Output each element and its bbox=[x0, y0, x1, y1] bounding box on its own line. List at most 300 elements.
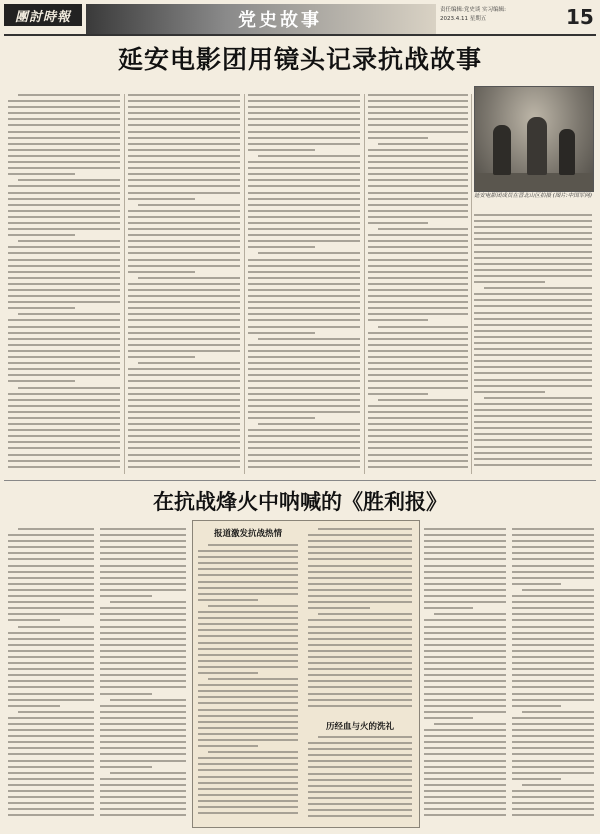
text-line bbox=[248, 289, 360, 291]
text-line bbox=[128, 399, 240, 401]
text-line bbox=[368, 411, 468, 413]
text-line bbox=[368, 252, 468, 254]
text-line bbox=[368, 222, 428, 224]
page-number: 15 bbox=[566, 5, 594, 29]
text-line bbox=[424, 540, 506, 542]
text-line bbox=[474, 372, 592, 374]
text-line bbox=[8, 802, 94, 804]
text-line bbox=[424, 607, 473, 609]
text-line bbox=[128, 94, 240, 96]
text-line bbox=[512, 686, 594, 688]
text-line bbox=[8, 735, 94, 737]
text-line bbox=[308, 601, 412, 603]
text-line bbox=[8, 356, 120, 358]
text-line bbox=[522, 784, 594, 786]
text-line bbox=[198, 611, 298, 613]
text-line bbox=[512, 717, 594, 719]
text-line bbox=[198, 702, 298, 704]
text-line bbox=[512, 741, 594, 743]
text-line bbox=[100, 741, 186, 743]
text-line bbox=[368, 167, 468, 169]
text-line bbox=[474, 263, 592, 265]
text-line bbox=[368, 173, 468, 175]
text-line bbox=[100, 528, 186, 530]
text-line bbox=[128, 155, 240, 157]
text-line bbox=[368, 380, 468, 382]
text-line bbox=[248, 118, 360, 120]
box-heading-2: 历经血与火的洗礼 bbox=[325, 722, 394, 732]
text-line bbox=[368, 460, 468, 462]
text-line bbox=[208, 678, 298, 680]
text-line bbox=[248, 466, 360, 468]
text-line bbox=[8, 118, 120, 120]
text-line bbox=[474, 305, 592, 307]
text-line bbox=[424, 796, 506, 798]
text-line bbox=[100, 656, 186, 658]
text-line bbox=[368, 350, 468, 352]
text-line bbox=[248, 344, 360, 346]
text-line bbox=[512, 814, 594, 816]
text-line bbox=[248, 167, 360, 169]
text-line bbox=[18, 387, 120, 389]
text-line bbox=[248, 124, 360, 126]
text-line bbox=[474, 464, 592, 466]
text-line bbox=[424, 778, 506, 780]
text-line bbox=[368, 112, 468, 114]
text-line bbox=[8, 796, 94, 798]
text-line bbox=[8, 534, 94, 536]
text-line bbox=[368, 283, 468, 285]
text-line bbox=[128, 234, 240, 236]
text-line bbox=[474, 330, 592, 332]
text-line bbox=[100, 571, 186, 573]
text-line bbox=[198, 593, 298, 595]
text-line bbox=[424, 680, 506, 682]
text-line bbox=[378, 326, 468, 328]
text-line bbox=[8, 204, 120, 206]
text-line bbox=[424, 699, 506, 701]
text-line bbox=[138, 204, 240, 206]
text-line bbox=[198, 745, 258, 747]
text-line bbox=[198, 587, 298, 589]
text-line bbox=[512, 650, 594, 652]
text-line bbox=[8, 460, 120, 462]
text-line bbox=[8, 760, 94, 762]
text-line bbox=[248, 271, 360, 273]
text-line bbox=[318, 528, 412, 530]
text-line bbox=[8, 589, 94, 591]
text-line bbox=[424, 808, 506, 810]
text-line bbox=[474, 220, 592, 222]
text-line bbox=[424, 802, 506, 804]
text-line bbox=[100, 644, 186, 646]
text-line bbox=[308, 668, 412, 670]
text-line bbox=[368, 259, 468, 261]
text-line bbox=[128, 338, 240, 340]
text-line bbox=[8, 350, 120, 352]
text-line bbox=[128, 143, 240, 145]
text-line bbox=[368, 423, 468, 425]
text-line bbox=[8, 326, 120, 328]
text-line bbox=[424, 528, 506, 530]
text-line bbox=[8, 674, 94, 676]
text-line bbox=[8, 332, 120, 334]
text-line bbox=[368, 155, 468, 157]
text-line bbox=[248, 368, 360, 370]
text-line bbox=[248, 112, 360, 114]
text-line bbox=[8, 778, 94, 780]
text-line bbox=[198, 654, 298, 656]
text-line bbox=[424, 668, 506, 670]
text-line bbox=[128, 326, 240, 328]
text-line bbox=[424, 674, 506, 676]
text-line bbox=[128, 393, 240, 395]
text-line bbox=[368, 277, 468, 279]
text-line bbox=[8, 619, 60, 621]
text-line bbox=[8, 680, 94, 682]
text-line bbox=[308, 546, 412, 548]
text-line bbox=[474, 415, 592, 417]
text-line bbox=[368, 295, 468, 297]
text-line bbox=[8, 753, 94, 755]
text-line bbox=[474, 427, 592, 429]
text-line bbox=[424, 656, 506, 658]
text-line bbox=[308, 577, 412, 579]
text-line bbox=[128, 295, 240, 297]
text-line bbox=[368, 344, 468, 346]
text-line bbox=[368, 185, 468, 187]
text-line bbox=[248, 454, 360, 456]
text-line bbox=[128, 149, 240, 151]
text-line bbox=[128, 447, 240, 449]
text-line bbox=[8, 772, 94, 774]
text-line bbox=[368, 265, 468, 267]
text-line bbox=[8, 210, 120, 212]
text-line bbox=[368, 137, 428, 139]
text-line bbox=[308, 632, 412, 634]
text-line bbox=[128, 161, 240, 163]
text-line bbox=[368, 429, 468, 431]
box-column-3 bbox=[308, 736, 412, 821]
text-line bbox=[308, 674, 412, 676]
text-line bbox=[308, 595, 412, 597]
text-line bbox=[100, 577, 186, 579]
text-line bbox=[248, 228, 360, 230]
text-line bbox=[8, 644, 94, 646]
text-line bbox=[8, 577, 94, 579]
text-line bbox=[368, 210, 468, 212]
text-line bbox=[100, 693, 152, 695]
text-line bbox=[308, 626, 412, 628]
text-line bbox=[424, 534, 506, 536]
text-line bbox=[128, 319, 240, 321]
text-line bbox=[248, 307, 360, 309]
text-line bbox=[248, 277, 360, 279]
text-line bbox=[368, 435, 468, 437]
text-line bbox=[424, 735, 506, 737]
text-line bbox=[100, 613, 186, 615]
text-line bbox=[318, 736, 412, 738]
text-line bbox=[474, 318, 592, 320]
text-line bbox=[8, 100, 120, 102]
text-line bbox=[8, 283, 120, 285]
text-line bbox=[8, 301, 120, 303]
text-line bbox=[248, 143, 360, 145]
text-line bbox=[8, 124, 120, 126]
text-line bbox=[100, 565, 186, 567]
text-line bbox=[474, 403, 592, 405]
text-line bbox=[308, 803, 412, 805]
text-line bbox=[424, 638, 506, 640]
text-line bbox=[100, 808, 186, 810]
text-line bbox=[424, 760, 506, 762]
text-line bbox=[512, 693, 594, 695]
text-line bbox=[368, 289, 468, 291]
text-line bbox=[368, 271, 468, 273]
text-line bbox=[368, 204, 468, 206]
text-line bbox=[512, 753, 594, 755]
text-line bbox=[424, 650, 506, 652]
text-line bbox=[100, 668, 186, 670]
text-line bbox=[110, 601, 186, 603]
text-line bbox=[368, 447, 468, 449]
text-line bbox=[308, 583, 412, 585]
text-line bbox=[100, 638, 186, 640]
text-line bbox=[128, 313, 240, 315]
text-line bbox=[368, 387, 468, 389]
text-line bbox=[368, 100, 468, 102]
text-line bbox=[368, 124, 468, 126]
text-line bbox=[368, 441, 468, 443]
text-line bbox=[308, 742, 412, 744]
text-line bbox=[424, 619, 506, 621]
text-line bbox=[512, 577, 594, 579]
text-line bbox=[512, 540, 594, 542]
text-line bbox=[8, 192, 120, 194]
text-line bbox=[308, 809, 412, 811]
text-line bbox=[8, 173, 75, 175]
top-article-column-5 bbox=[474, 214, 592, 470]
text-line bbox=[248, 192, 360, 194]
text-line bbox=[424, 558, 506, 560]
text-line bbox=[8, 167, 120, 169]
text-line bbox=[8, 632, 94, 634]
text-line bbox=[8, 447, 120, 449]
text-line bbox=[8, 246, 120, 248]
text-line bbox=[8, 638, 94, 640]
text-line bbox=[308, 656, 412, 658]
text-line bbox=[198, 715, 298, 717]
text-line bbox=[8, 277, 120, 279]
text-line bbox=[368, 454, 468, 456]
text-line bbox=[248, 198, 360, 200]
text-line bbox=[8, 808, 94, 810]
text-line bbox=[8, 601, 94, 603]
text-line bbox=[368, 149, 468, 151]
text-line bbox=[8, 234, 75, 236]
text-line bbox=[474, 324, 592, 326]
text-line bbox=[248, 399, 360, 401]
text-line bbox=[198, 635, 298, 637]
text-line bbox=[8, 411, 120, 413]
text-line bbox=[128, 368, 240, 370]
text-line bbox=[424, 662, 506, 664]
text-line bbox=[8, 149, 120, 151]
text-line bbox=[512, 772, 594, 774]
text-line bbox=[198, 642, 298, 644]
text-line bbox=[100, 814, 186, 816]
text-line bbox=[474, 379, 592, 381]
text-line bbox=[100, 619, 186, 621]
box-heading-1: 报道激发抗战热情 bbox=[213, 529, 282, 539]
text-line bbox=[198, 568, 298, 570]
text-line bbox=[248, 441, 360, 443]
text-line bbox=[308, 785, 412, 787]
text-line bbox=[8, 362, 120, 364]
text-line bbox=[474, 275, 592, 277]
text-line bbox=[128, 216, 240, 218]
text-line bbox=[368, 368, 468, 370]
text-line bbox=[100, 632, 186, 634]
text-line bbox=[378, 228, 468, 230]
text-line bbox=[378, 143, 468, 145]
text-line bbox=[100, 540, 186, 542]
text-line bbox=[248, 417, 315, 419]
text-line bbox=[318, 613, 412, 615]
text-line bbox=[474, 342, 592, 344]
text-line bbox=[474, 251, 592, 253]
text-line bbox=[308, 748, 412, 750]
text-line bbox=[8, 540, 94, 542]
text-line bbox=[368, 393, 428, 395]
text-line bbox=[8, 429, 120, 431]
text-line bbox=[198, 617, 298, 619]
text-line bbox=[474, 366, 592, 368]
text-line bbox=[8, 228, 120, 230]
box-column-2 bbox=[308, 528, 412, 711]
text-line bbox=[424, 753, 506, 755]
text-line bbox=[474, 458, 592, 460]
text-line bbox=[8, 747, 94, 749]
text-line bbox=[368, 240, 468, 242]
text-line bbox=[522, 589, 594, 591]
text-line bbox=[8, 699, 94, 701]
text-line bbox=[424, 583, 506, 585]
text-line bbox=[8, 289, 120, 291]
text-line bbox=[100, 680, 186, 682]
text-line bbox=[248, 387, 360, 389]
text-line bbox=[8, 216, 120, 218]
text-line bbox=[512, 680, 594, 682]
text-line bbox=[434, 723, 506, 725]
text-line bbox=[512, 565, 594, 567]
text-line bbox=[512, 802, 594, 804]
text-line bbox=[8, 295, 120, 297]
text-line bbox=[424, 747, 506, 749]
text-line bbox=[128, 380, 240, 382]
text-line bbox=[8, 155, 120, 157]
text-line bbox=[100, 650, 186, 652]
text-line bbox=[100, 662, 186, 664]
text-line bbox=[8, 705, 60, 707]
text-line bbox=[474, 293, 592, 295]
text-line bbox=[512, 705, 561, 707]
header-rule bbox=[4, 34, 596, 36]
text-line bbox=[512, 778, 561, 780]
photo-figure bbox=[493, 125, 511, 175]
text-line bbox=[424, 705, 506, 707]
text-line bbox=[198, 648, 298, 650]
text-line bbox=[248, 374, 360, 376]
text-line bbox=[258, 252, 360, 254]
text-line bbox=[248, 137, 360, 139]
text-line bbox=[198, 727, 298, 729]
text-line bbox=[100, 723, 186, 725]
text-line bbox=[248, 131, 360, 133]
text-line bbox=[248, 393, 360, 395]
text-line bbox=[128, 252, 240, 254]
text-line bbox=[100, 558, 186, 560]
text-line bbox=[18, 313, 120, 315]
text-line bbox=[138, 277, 240, 279]
text-line bbox=[208, 605, 298, 607]
text-line bbox=[512, 607, 594, 609]
text-line bbox=[198, 806, 298, 808]
text-line bbox=[308, 791, 412, 793]
text-line bbox=[474, 421, 592, 423]
text-line bbox=[8, 668, 94, 670]
text-line bbox=[474, 433, 592, 435]
text-line bbox=[128, 210, 240, 212]
text-line bbox=[128, 179, 240, 181]
text-line bbox=[128, 387, 240, 389]
text-line bbox=[474, 348, 592, 350]
bottom-article-column-4 bbox=[512, 528, 594, 821]
text-line bbox=[474, 281, 545, 283]
text-line bbox=[474, 238, 592, 240]
text-line bbox=[8, 252, 120, 254]
bottom-article-title: 在抗战烽火中呐喊的《胜利报》 bbox=[153, 490, 447, 514]
text-line bbox=[18, 240, 120, 242]
text-line bbox=[424, 552, 506, 554]
text-line bbox=[308, 534, 412, 536]
text-line bbox=[128, 228, 240, 230]
text-line bbox=[248, 350, 360, 352]
text-line bbox=[8, 338, 120, 340]
text-line bbox=[248, 447, 360, 449]
text-line bbox=[308, 686, 412, 688]
text-line bbox=[512, 699, 594, 701]
text-line bbox=[512, 571, 594, 573]
text-line bbox=[18, 94, 120, 96]
text-line bbox=[8, 344, 120, 346]
column-rule bbox=[471, 94, 472, 474]
text-line bbox=[424, 577, 506, 579]
text-line bbox=[8, 552, 94, 554]
text-line bbox=[8, 607, 94, 609]
text-line bbox=[248, 295, 360, 297]
top-article-column-2 bbox=[128, 94, 240, 472]
text-line bbox=[8, 662, 94, 664]
text-line bbox=[308, 815, 412, 817]
text-line bbox=[512, 632, 594, 634]
text-line bbox=[368, 417, 468, 419]
text-line bbox=[512, 766, 594, 768]
text-line bbox=[248, 210, 360, 212]
text-line bbox=[308, 644, 412, 646]
text-line bbox=[128, 283, 240, 285]
text-line bbox=[368, 131, 468, 133]
